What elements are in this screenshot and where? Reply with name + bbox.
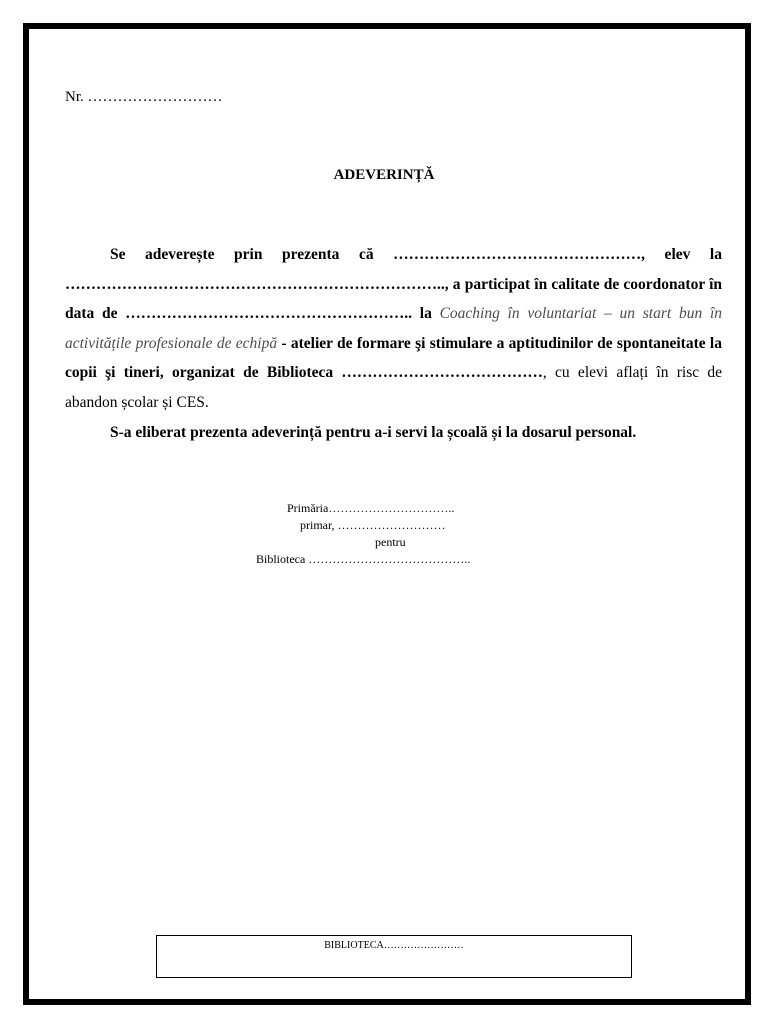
footer-biblioteca-label: BIBLIOTECA……………………	[324, 940, 464, 951]
signature-primar: primar, ………………………	[300, 518, 446, 532]
paragraph-part-2: a participat în calitate de coordonator în data de ……………………………………………….. la	[65, 275, 723, 323]
footer-stamp-box	[156, 935, 632, 978]
paragraph-event-name: Coaching în voluntariat – un start bun în activitățile profesionale de echipă	[65, 305, 722, 352]
signature-biblioteca: Biblioteca …………………………………..	[256, 552, 471, 566]
document-body	[65, 240, 722, 447]
signature-primaria: Primăria…………………………..	[287, 501, 455, 515]
closing-paragraph: S-a eliberat prezenta adeverință pentru a-i servi la școală și la dosarul personal.	[110, 423, 637, 441]
registration-number: Nr. ………………………	[65, 89, 223, 105]
paragraph-part-4: - atelier de formare şi stimulare a aptitudinilor de spontaneitate la copii şi tineri, organizat de Biblioteca …………………………………	[65, 334, 722, 382]
document-title: ADEVERINȚĂ	[333, 167, 435, 183]
main-paragraph	[65, 240, 722, 418]
paragraph-part-1: Se adeverește prin prezenta că …………………………………………, elev la ………………………………………………………………..,	[65, 246, 722, 293]
signature-pentru: pentru	[375, 535, 406, 549]
paragraph-part-5: , cu elevi aflați în risc de abandon școlar și CES.	[65, 364, 722, 411]
